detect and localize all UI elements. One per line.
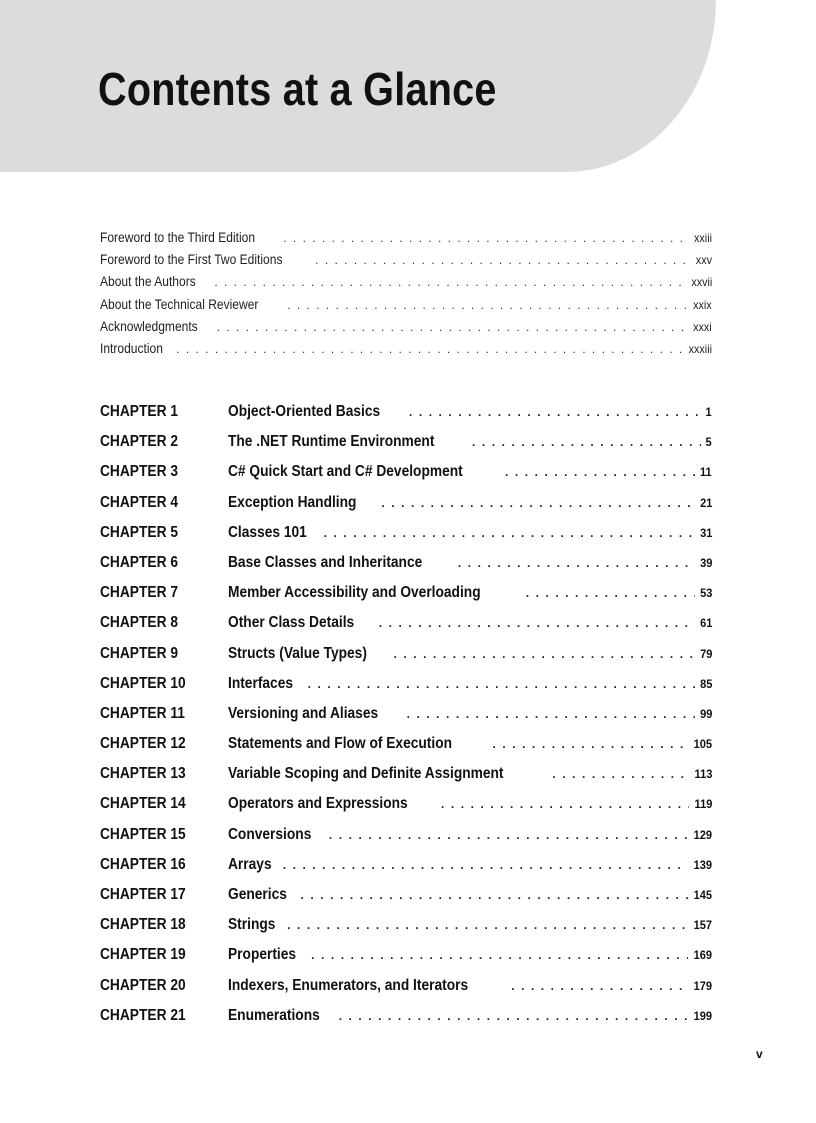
chapter-page: 1 (705, 405, 712, 419)
chapter-entry[interactable] (100, 795, 712, 825)
chapter-page: 129 (693, 827, 712, 842)
dot-leader (283, 858, 688, 872)
toc-entry[interactable] (100, 273, 712, 295)
chapter-entry[interactable] (100, 856, 712, 886)
chapter-label: CHAPTER 4 (100, 493, 178, 511)
chapter-label-cell (100, 795, 228, 813)
chapter-label-cell (100, 614, 228, 632)
chapter-title: Interfaces (228, 674, 294, 692)
dot-leader (311, 948, 688, 962)
toc-entry-title: About the Authors (100, 273, 196, 290)
chapter-label: CHAPTER 9 (100, 644, 178, 662)
chapter-title: Base Classes and Inheritance (228, 553, 423, 571)
dot-leader (176, 342, 683, 356)
dot-leader (505, 465, 695, 479)
chapter-page: 99 (699, 706, 712, 721)
chapter-label-cell (100, 584, 228, 602)
chapter-page: 31 (699, 525, 712, 540)
chapter-page: 79 (699, 646, 712, 661)
dot-leader (458, 556, 695, 570)
toc-entry-page: xxv (695, 253, 712, 268)
toc-entry[interactable] (100, 296, 712, 318)
chapter-entry[interactable] (100, 765, 712, 795)
dot-leader (552, 767, 688, 781)
chapter-entry[interactable] (100, 1007, 712, 1037)
toc-entry[interactable] (100, 318, 712, 340)
chapter-title: The .NET Runtime Environment (228, 433, 435, 451)
chapter-label: CHAPTER 6 (100, 553, 178, 571)
chapter-entry[interactable] (100, 554, 712, 584)
chapter-title: Conversions (228, 825, 312, 843)
chapter-entry[interactable] (100, 494, 712, 524)
page-title: Contents at a Glance (98, 63, 497, 115)
chapter-label: CHAPTER 16 (100, 855, 186, 873)
chapter-label: CHAPTER 13 (100, 765, 186, 783)
chapter-page: 199 (693, 1008, 712, 1023)
toc-entry-title: Introduction (100, 339, 163, 356)
chapter-label: CHAPTER 15 (100, 825, 186, 843)
dot-leader (526, 586, 695, 600)
toc-entry-title: About the Technical Reviewer (100, 295, 259, 312)
chapter-entry[interactable] (100, 403, 712, 433)
chapter-label-cell (100, 826, 228, 844)
dot-leader (407, 707, 695, 721)
chapter-entry[interactable] (100, 614, 712, 644)
chapter-page: 39 (699, 555, 712, 570)
chapter-label-cell (100, 886, 228, 904)
page-number: v (756, 1047, 763, 1061)
chapter-title: Strings (228, 916, 276, 934)
chapter-page: 179 (693, 978, 712, 993)
chapter-label-cell (100, 554, 228, 572)
chapter-title: Other Class Details (228, 614, 355, 632)
toc-entry-title: Foreword to the First Two Editions (100, 251, 283, 268)
chapter-label-cell (100, 645, 228, 663)
chapter-label: CHAPTER 19 (100, 946, 186, 964)
chapter-page: 5 (705, 435, 712, 450)
dot-leader (379, 616, 695, 630)
chapter-title: C# Quick Start and C# Development (228, 463, 463, 481)
chapter-title: Properties (228, 946, 297, 964)
chapter-label: CHAPTER 3 (100, 463, 178, 481)
chapter-label: CHAPTER 18 (100, 916, 186, 934)
chapter-label: CHAPTER 5 (100, 523, 178, 541)
chapter-page: 105 (693, 737, 712, 752)
chapter-label: CHAPTER 1 (100, 403, 178, 420)
chapter-label: CHAPTER 21 (100, 1006, 186, 1024)
dot-leader (287, 918, 688, 932)
chapter-title: Statements and Flow of Execution (228, 735, 453, 753)
front-matter-list (100, 229, 712, 362)
chapter-entry[interactable] (100, 433, 712, 463)
chapter-page: 21 (699, 495, 712, 510)
chapter-title: Exception Handling (228, 493, 357, 511)
toc-entry[interactable] (100, 251, 712, 273)
dot-leader (339, 1009, 688, 1023)
dot-leader (283, 231, 689, 245)
chapter-label: CHAPTER 17 (100, 886, 186, 903)
chapter-label-cell (100, 524, 228, 542)
chapter-label: CHAPTER 11 (100, 704, 185, 722)
chapter-label: CHAPTER 12 (100, 735, 186, 753)
chapter-entry[interactable] (100, 645, 712, 675)
chapter-label: CHAPTER 20 (100, 976, 186, 994)
chapter-page: 119 (694, 797, 712, 812)
dot-leader (409, 405, 701, 419)
dot-leader (441, 797, 689, 811)
chapter-title: Object-Oriented Basics (228, 403, 381, 420)
dot-leader (315, 253, 691, 267)
chapter-label-cell (100, 916, 228, 934)
chapter-page: 85 (699, 676, 712, 691)
chapter-label-cell (100, 705, 228, 723)
toc-entry[interactable] (100, 229, 712, 251)
chapter-label-cell (100, 735, 228, 753)
chapter-label-cell (100, 463, 228, 481)
chapter-label-cell (100, 977, 228, 995)
chapter-label-cell (100, 856, 228, 874)
chapter-title: Indexers, Enumerators, and Iterators (228, 976, 469, 994)
chapter-label-cell (100, 675, 228, 693)
chapter-entry[interactable] (100, 916, 712, 946)
chapter-page: 53 (699, 586, 712, 601)
chapter-page: 145 (693, 888, 712, 902)
chapter-page: 157 (693, 918, 712, 933)
chapter-entry[interactable] (100, 826, 712, 856)
chapter-label: CHAPTER 10 (100, 674, 186, 692)
chapter-entry[interactable] (100, 705, 712, 735)
chapter-entry[interactable] (100, 977, 712, 1007)
chapter-label-cell (100, 765, 228, 783)
dot-leader (394, 647, 695, 661)
chapter-page: 113 (694, 767, 712, 782)
dot-leader (472, 435, 701, 449)
dot-leader (511, 979, 688, 993)
dot-leader (324, 526, 695, 540)
toc-entry-page: xxxi (693, 319, 712, 334)
chapter-title: Variable Scoping and Definite Assignment (228, 765, 504, 783)
chapter-label-cell (100, 433, 228, 451)
toc-entry-page: xxix (693, 297, 712, 312)
chapter-label-cell (100, 946, 228, 964)
chapter-title: Arrays (228, 855, 272, 873)
chapter-label-cell (100, 1007, 228, 1025)
dot-leader (217, 320, 689, 334)
chapter-title: Structs (Value Types) (228, 644, 367, 662)
chapter-entry[interactable] (100, 524, 712, 554)
chapter-entry[interactable] (100, 463, 712, 493)
chapter-title: Enumerations (228, 1006, 320, 1024)
chapter-title: Generics (228, 886, 287, 903)
chapter-label: CHAPTER 2 (100, 433, 178, 451)
dot-leader (214, 275, 685, 289)
toc-entry-page: xxxiii (688, 341, 712, 356)
chapter-page: 11 (700, 465, 712, 480)
chapter-label-cell (100, 403, 228, 421)
chapter-title: Operators and Expressions (228, 795, 408, 813)
chapter-entry[interactable] (100, 584, 712, 614)
toc-entry-title: Foreword to the Third Edition (100, 229, 256, 245)
chapter-label: CHAPTER 14 (100, 795, 186, 813)
toc-entry[interactable] (100, 340, 712, 362)
chapter-list (100, 403, 712, 1037)
chapter-title: Versioning and Aliases (228, 704, 379, 722)
dot-leader (308, 677, 695, 691)
chapter-page: 61 (699, 616, 712, 631)
dot-leader (287, 298, 688, 312)
toc-entry-page: xxiii (694, 231, 712, 245)
chapter-label: CHAPTER 7 (100, 584, 178, 602)
chapter-page: 169 (693, 948, 712, 963)
dot-leader (300, 888, 687, 902)
chapter-label-cell (100, 494, 228, 512)
chapter-title: Classes 101 (228, 523, 307, 541)
chapter-title: Member Accessibility and Overloading (228, 584, 481, 602)
dot-leader (329, 828, 688, 842)
dot-leader (381, 496, 694, 510)
chapter-label: CHAPTER 8 (100, 614, 178, 632)
dot-leader (492, 737, 687, 751)
chapter-entry[interactable] (100, 675, 712, 705)
chapter-entry[interactable] (100, 946, 712, 976)
chapter-page: 139 (693, 857, 712, 872)
chapter-entry[interactable] (100, 886, 712, 916)
toc-entry-title: Acknowledgments (100, 317, 198, 334)
toc-entry-page: xxvii (690, 275, 712, 290)
chapter-entry[interactable] (100, 735, 712, 765)
